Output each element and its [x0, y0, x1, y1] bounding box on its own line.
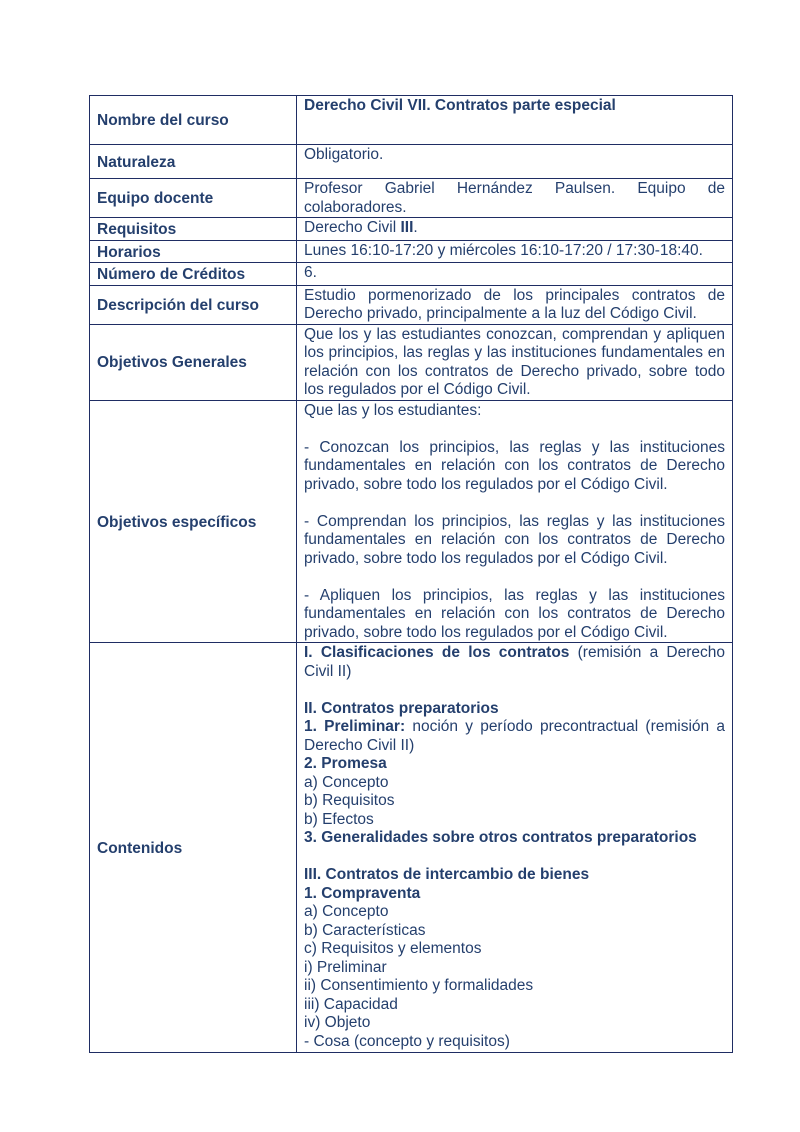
label-naturaleza: Naturaleza — [90, 145, 297, 179]
label-horarios: Horarios — [90, 240, 297, 263]
contenidos-list-item: - Cosa (concepto y requisitos) — [304, 1032, 510, 1050]
row-horarios — [90, 240, 733, 263]
label-contenidos: Contenidos — [90, 643, 297, 1053]
value-requisitos — [297, 218, 733, 241]
label-obj-generales: Objetivos Generales — [90, 324, 297, 400]
row-equipo — [90, 179, 733, 218]
row-obj-generales — [90, 324, 733, 400]
contenidos-list-item: ii) Consentimiento y formalidades — [304, 977, 534, 994]
contenidos-list-item: b) Características — [304, 921, 426, 939]
contenidos-s2-title: II. Contratos preparatorios — [304, 699, 499, 717]
course-syllabus-table — [89, 95, 733, 1053]
row-naturaleza — [90, 145, 733, 179]
row-nombre — [90, 96, 733, 145]
row-descripcion — [90, 285, 733, 324]
requisitos-bold: III — [400, 219, 414, 236]
label-obj-especificos: Objetivos específicos — [90, 400, 297, 643]
obj-especificos-intro: Que las y los estudiantes: — [304, 401, 482, 419]
contenidos-list-item: c) Requisitos y elementos — [304, 940, 482, 957]
contenidos-s1-title: I. Clasificaciones de los contratos — [304, 644, 570, 661]
contenidos-s2-1-text: noción y período precontractual (remisión a Derecho Civil II) — [304, 718, 725, 754]
value-contenidos — [297, 643, 733, 1053]
label-nombre: Nombre del curso — [90, 96, 297, 145]
row-obj-especificos — [90, 400, 733, 643]
value-horarios: Lunes 16:10-17:20 y miércoles 16:10-17:20 / 17:30-18:40. — [297, 240, 733, 263]
requisitos-text: Derecho Civil — [304, 219, 401, 236]
label-equipo: Equipo docente — [90, 179, 297, 218]
value-naturaleza: Obligatorio. — [297, 145, 733, 179]
contenidos-s2-1 — [304, 718, 725, 755]
contenidos-list-item: i) Preliminar — [304, 958, 387, 976]
contenidos-s2-2-title: 2. Promesa — [304, 755, 387, 772]
obj-especificos-item: - Apliquen los principios, las reglas y las instituciones fundamentales en relación con los contratos de Derecho privado, sobre todo los regulados por el Código Civil. — [304, 586, 725, 641]
value-creditos: 6. — [297, 263, 733, 286]
value-obj-especificos — [297, 400, 733, 643]
row-creditos — [90, 263, 733, 286]
contenidos-s2-3-title: 3. Generalidades sobre otros contratos preparatorios — [304, 829, 697, 846]
contenidos-list-item: b) Efectos — [304, 810, 374, 828]
obj-especificos-item: - Comprendan los principios, las reglas y las instituciones fundamentales en relación con los contratos de Derecho privado, sobre todo los regulados por el Código Civil. — [304, 512, 725, 567]
contenidos-s2-1-title: 1. Preliminar: — [304, 718, 406, 735]
contenidos-list-item: iii) Capacidad — [304, 995, 398, 1013]
requisitos-end: . — [413, 219, 418, 236]
contenidos-list-item: iv) Objeto — [304, 1014, 371, 1031]
value-descripcion: Estudio pormenorizado de los principales contratos de Derecho privado, principalmente a la luz del Código Civil. — [297, 285, 733, 324]
row-contenidos — [90, 643, 733, 1053]
contenidos-s1-text: (remisión a Derecho Civil II) — [304, 644, 725, 680]
contenidos-list-item: a) Concepto — [304, 773, 389, 791]
value-equipo: Profesor Gabriel Hernández Paulsen. Equipo de colaboradores. — [297, 179, 733, 218]
contenidos-list-item: b) Requisitos — [304, 792, 395, 809]
contenidos-s3-title: III. Contratos de intercambio de bienes — [304, 866, 590, 883]
label-requisitos: Requisitos — [90, 218, 297, 241]
label-descripcion: Descripción del curso — [90, 285, 297, 324]
label-creditos: Número de Créditos — [90, 263, 297, 286]
value-nombre: Derecho Civil VII. Contratos parte especial — [297, 96, 733, 145]
contenidos-s1 — [304, 644, 725, 681]
row-requisitos — [90, 218, 733, 241]
value-obj-generales: Que los y las estudiantes conozcan, comprendan y apliquen los principios, las reglas y las instituciones fundamentales en relación con los contratos de Derecho privado, sobre todo los regulados por el Código Civil. — [297, 324, 733, 400]
contenidos-list-item: a) Concepto — [304, 903, 389, 920]
contenidos-s3-1-title: 1. Compraventa — [304, 884, 421, 902]
obj-especificos-item: - Conozcan los principios, las reglas y las instituciones fundamentales en relación con los contratos de Derecho privado, sobre todo los regulados por el Código Civil. — [304, 438, 725, 493]
